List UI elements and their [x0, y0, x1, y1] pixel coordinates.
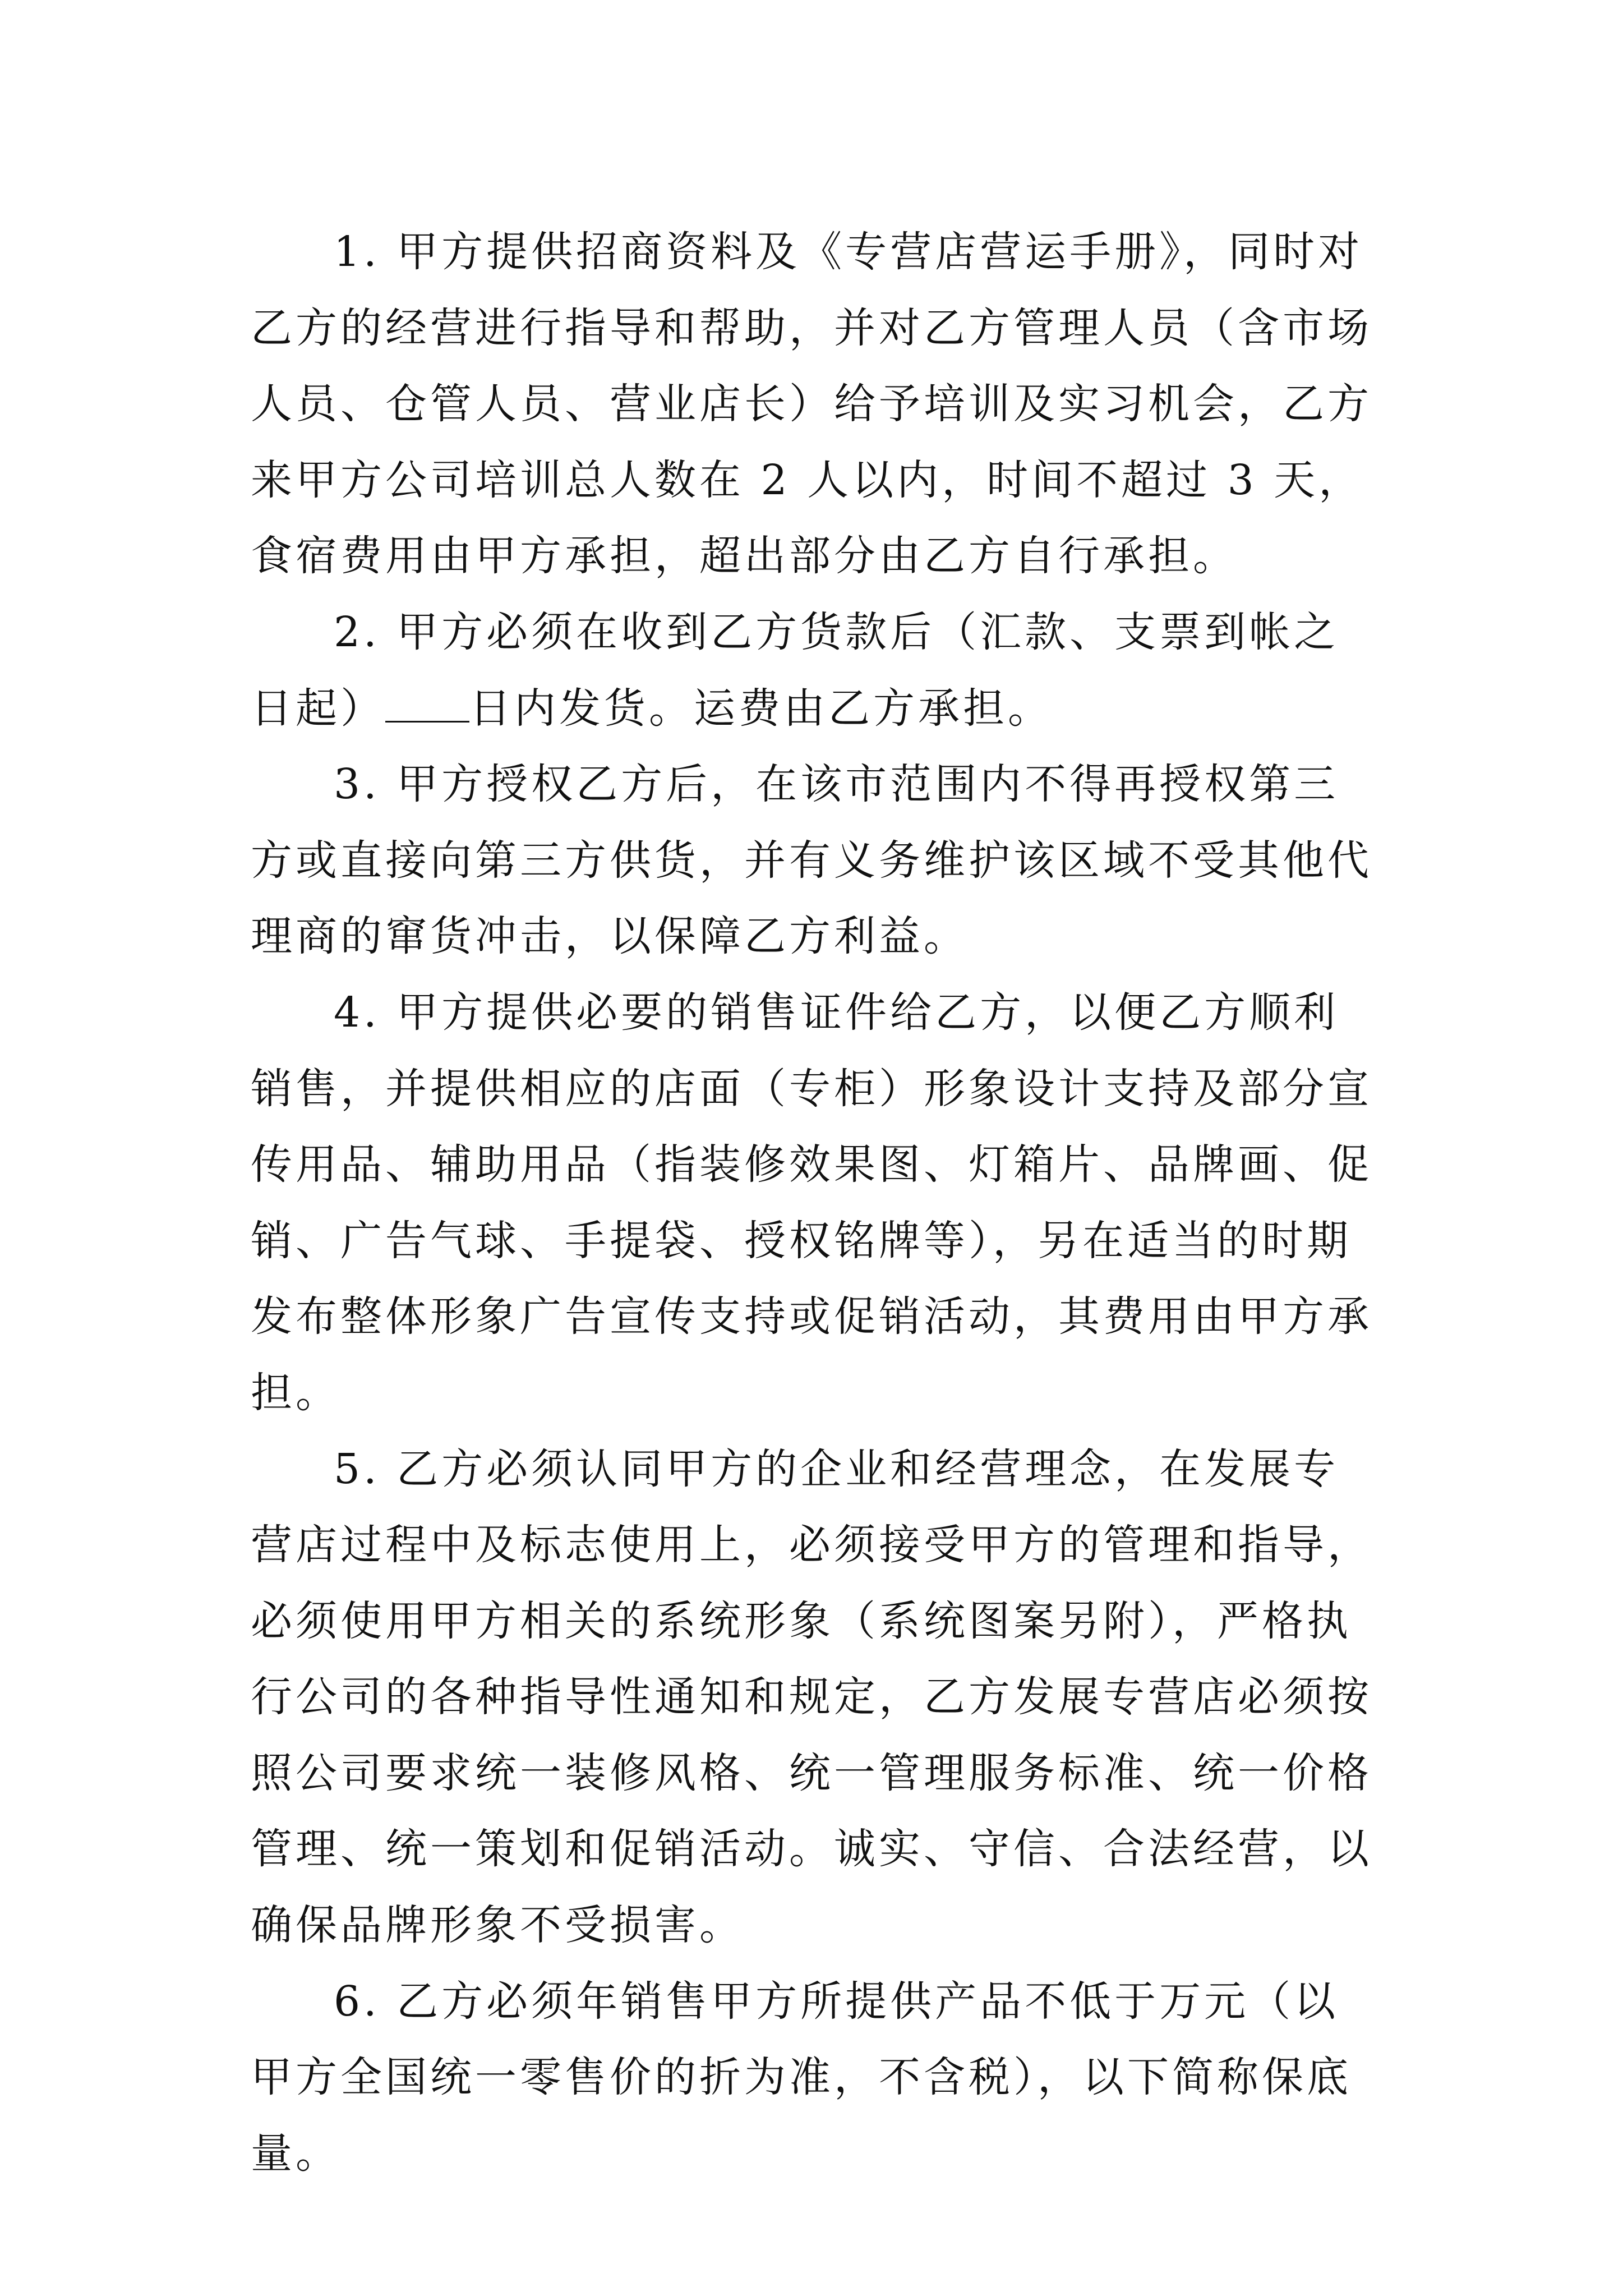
delivery-days-blank	[385, 677, 469, 723]
clause-3: 3. 甲方授权乙方后，在该市范围内不得再授权第三方或直接向第三方供货，并有义务维护该区域不受其他代理商的窜货冲击，以保障乙方利益。	[251, 760, 1372, 961]
clause-4: 4. 甲方提供必要的销售证件给乙方，以便乙方顺利销售，并提供相应的店面（专柜）形象设计支持及部分宣传用品、辅助用品（指装修效果图、灯箱片、品牌画、促销、广告气球、手提袋、授权铭牌等），另在适当的时期发布整体形象广告宣传支持或促销活动，其费用由甲方承担。	[251, 988, 1372, 1417]
clause-2-text-before: 2. 甲方必须在收到乙方货款后（汇款、支票到帐之日起）	[251, 608, 1339, 733]
clause-5: 5. 乙方必须认同甲方的企业和经营理念，在发展专营店过程中及标志使用上，必须接受甲方的管理和指导，必须使用甲方相关的系统形象（系统图案另附），严格执行公司的各种指导性通知和规定，乙方发展专营店必须按照公司要求统一装修风格、统一管理服务标准、统一价格管理、统一策划和促销活动。诚实、守信、合法经营，以确保品牌形象不受损害。	[251, 1444, 1372, 1950]
clause-1: 1. 甲方提供招商资料及《专营店营运手册》，同时对乙方的经营进行指导和帮助，并对乙方管理人员（含市场人员、仓管人员、营业店长）给予培训及实习机会，乙方来甲方公司培训总人数在 2 人以内，时间不超过 3 天，食宿费用由甲方承担，超出部分由乙方自行承担。	[251, 228, 1372, 581]
clause-2	[251, 595, 1378, 747]
document-body	[251, 214, 1378, 2192]
clause-6: 6. 乙方必须年销售甲方所提供产品不低于万元（以甲方全国统一零售价的折为准，不含税），以下简称保底量。	[251, 1977, 1352, 2178]
clause-2-text-after: 日内发货。运费由乙方承担。	[469, 684, 1053, 733]
